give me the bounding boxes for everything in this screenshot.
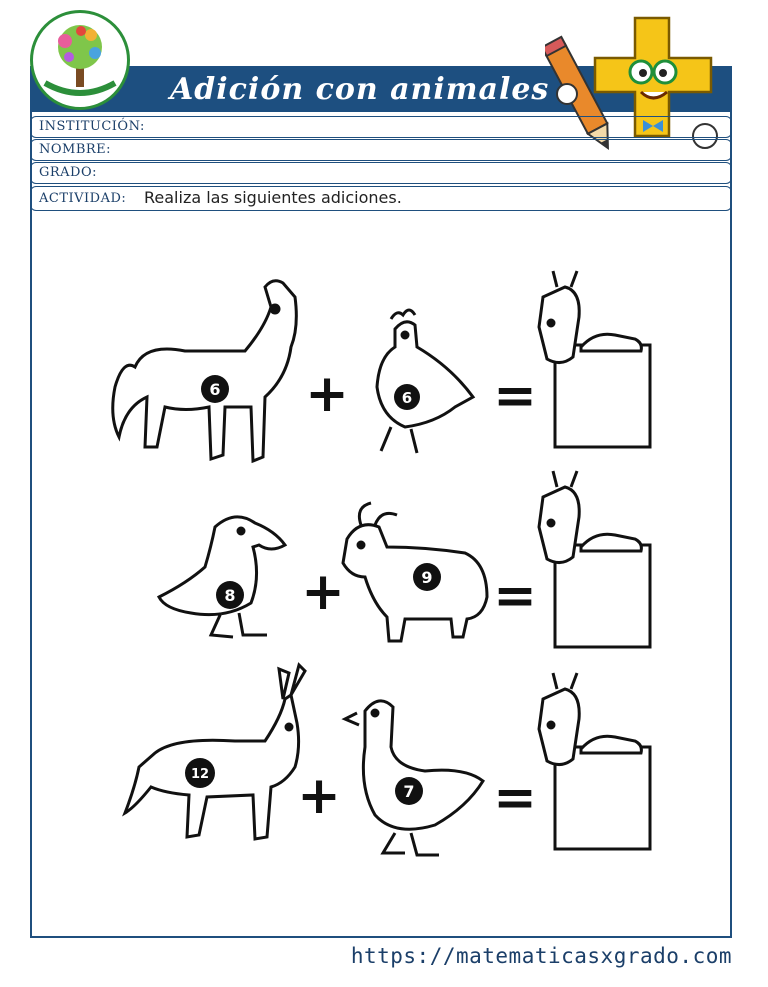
activity-label: ACTIVIDAD: (39, 191, 127, 206)
goat-peeking-icon (539, 271, 641, 363)
page-title: Adición con animales (170, 72, 550, 107)
goat-peeking-icon (539, 673, 641, 765)
activity-instructions: Realiza las siguientes adiciones. (144, 188, 402, 207)
grade-label: GRADO: (39, 165, 98, 180)
problem-row-3 (125, 665, 650, 855)
problem-row-1 (113, 271, 650, 461)
institution-label: INSTITUCIÓN: (39, 119, 145, 134)
equals-sign: = (493, 768, 537, 828)
plus-sign: + (301, 562, 345, 622)
donkey-number: 12 (190, 767, 210, 782)
duck-number: 8 (224, 586, 236, 605)
goat-peeking-icon (539, 471, 641, 563)
equals-sign: = (493, 366, 537, 426)
hen-icon (377, 310, 473, 453)
hen-number: 6 (401, 389, 413, 407)
duck-icon (159, 517, 285, 637)
goose-number: 7 (403, 782, 415, 801)
tree-icon (33, 13, 127, 107)
institution-field[interactable] (30, 116, 732, 138)
plus-sign: + (305, 364, 349, 424)
grade-field[interactable] (30, 162, 732, 184)
horse-number: 6 (209, 380, 221, 399)
horse-icon (113, 281, 297, 461)
problem-row-2 (159, 471, 650, 647)
addition-problems (95, 247, 675, 907)
footer-website-link[interactable]: https://matematicasxgrado.com (350, 944, 732, 968)
plus-sign: + (297, 766, 341, 826)
donkey-icon (125, 665, 305, 839)
brand-logo (30, 10, 130, 110)
name-field[interactable] (30, 139, 732, 161)
equals-sign: = (493, 566, 537, 626)
goat-number: 9 (421, 568, 433, 587)
activity-field (30, 186, 732, 211)
name-label: NOMBRE: (39, 142, 112, 157)
